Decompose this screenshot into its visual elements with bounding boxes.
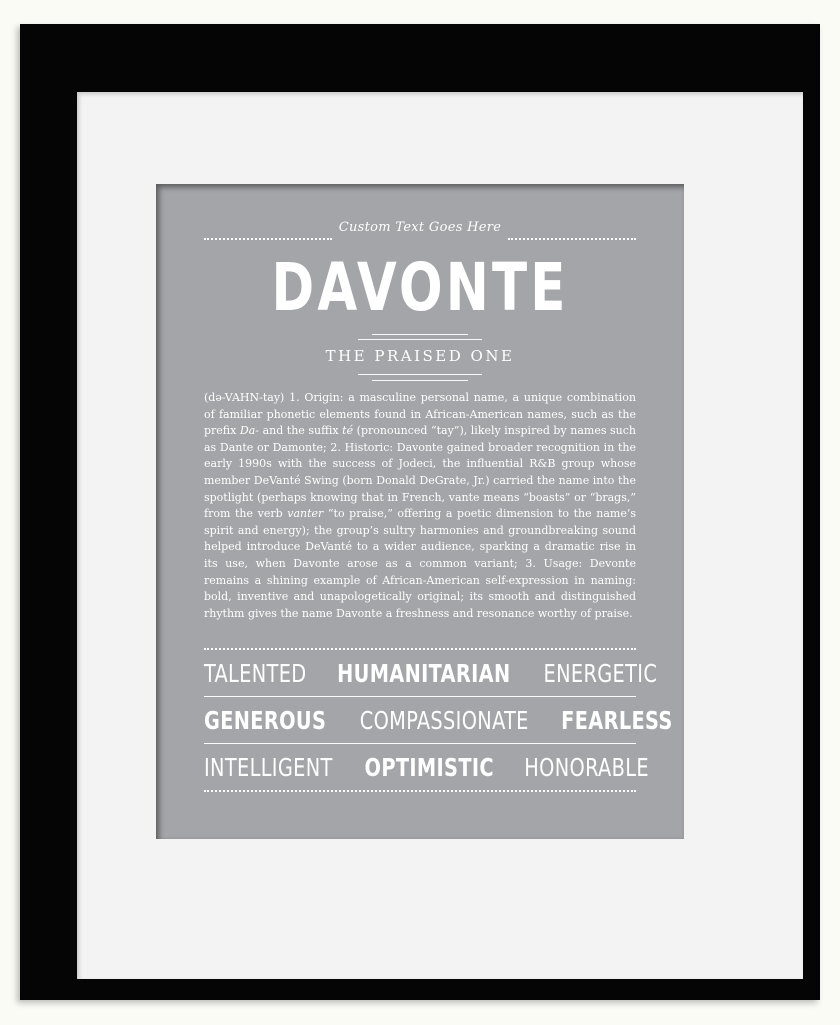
definition-part-3: (pronounced “tay”), likely inspired by names such as Dante or Damonte; 2. Historic: Davonte gained broader recognition in the early 1990s with the success of Jodeci, the influential R&B group whose member DeVanté Swing (born Donald DeGrate, Jr.) carried the name into the spotlight (perhaps knowing that in French, vante means “boasts” or “brags,” from the verb (204, 424, 636, 521)
trait-word: FEARLESS (560, 706, 673, 735)
title-rule-upper-2 (358, 339, 482, 340)
title-rule-upper-1 (372, 334, 468, 335)
name-definition (204, 390, 636, 622)
traits-row-2 (204, 703, 673, 739)
name-print (156, 184, 684, 839)
custom-text: Custom Text Goes Here (338, 220, 502, 235)
trait-word: TALENTED (204, 659, 307, 688)
trait-word: OPTIMISTIC (364, 753, 494, 782)
traits-row-1 (204, 656, 657, 692)
trait-word: ENERGETIC (543, 659, 657, 688)
pronunciation: (də-VAHN-tay) (204, 391, 285, 404)
traits-row-3 (204, 750, 650, 786)
trait-word: HONORABLE (524, 753, 650, 782)
definition-suffix: té (342, 424, 354, 438)
definition-verb: vanter (287, 507, 324, 521)
trait-word: INTELLIGENT (204, 753, 333, 782)
traits-divider-2 (204, 743, 636, 744)
trait-word: COMPASSIONATE (359, 706, 529, 735)
definition-part-2: and the suffix (259, 424, 343, 438)
name-meaning: THE PRAISED ONE (325, 347, 515, 365)
title-rule-lower-1 (358, 374, 482, 375)
definition-prefix: Da- (239, 424, 260, 438)
title-rule-lower-2 (372, 380, 468, 381)
top-left-dotted-rule (204, 238, 332, 240)
top-right-dotted-rule (508, 238, 636, 240)
definition-part-4: “to praise,” offering a poetic dimension to the name’s spirit and energy); the group’s sultry harmonies and groundbreaking sound helped introduce DeVanté to a wider audience, sparking a dramatic rise in its use, when Davonte arose as a common variant; 3. Usage: Devonte remains a shining example of African-American self-expression in naming: bold, inventive and unapologetically original; its smooth and distinguished rhythm gives the name Davonte a freshness and resonance worthy of praise. (204, 507, 636, 620)
traits-bottom-dotted-rule (204, 790, 636, 792)
name-title: DAVONTE (271, 249, 569, 326)
traits-top-dotted-rule (204, 648, 636, 650)
trait-word: HUMANITARIAN (337, 659, 511, 688)
traits-divider-1 (204, 696, 636, 697)
definition-part-1: 1. Origin: a masculine personal name, a unique combination of familiar phonetic elements found in African-American names, such as the prefix (204, 391, 636, 438)
trait-word: GENEROUS (204, 706, 327, 735)
